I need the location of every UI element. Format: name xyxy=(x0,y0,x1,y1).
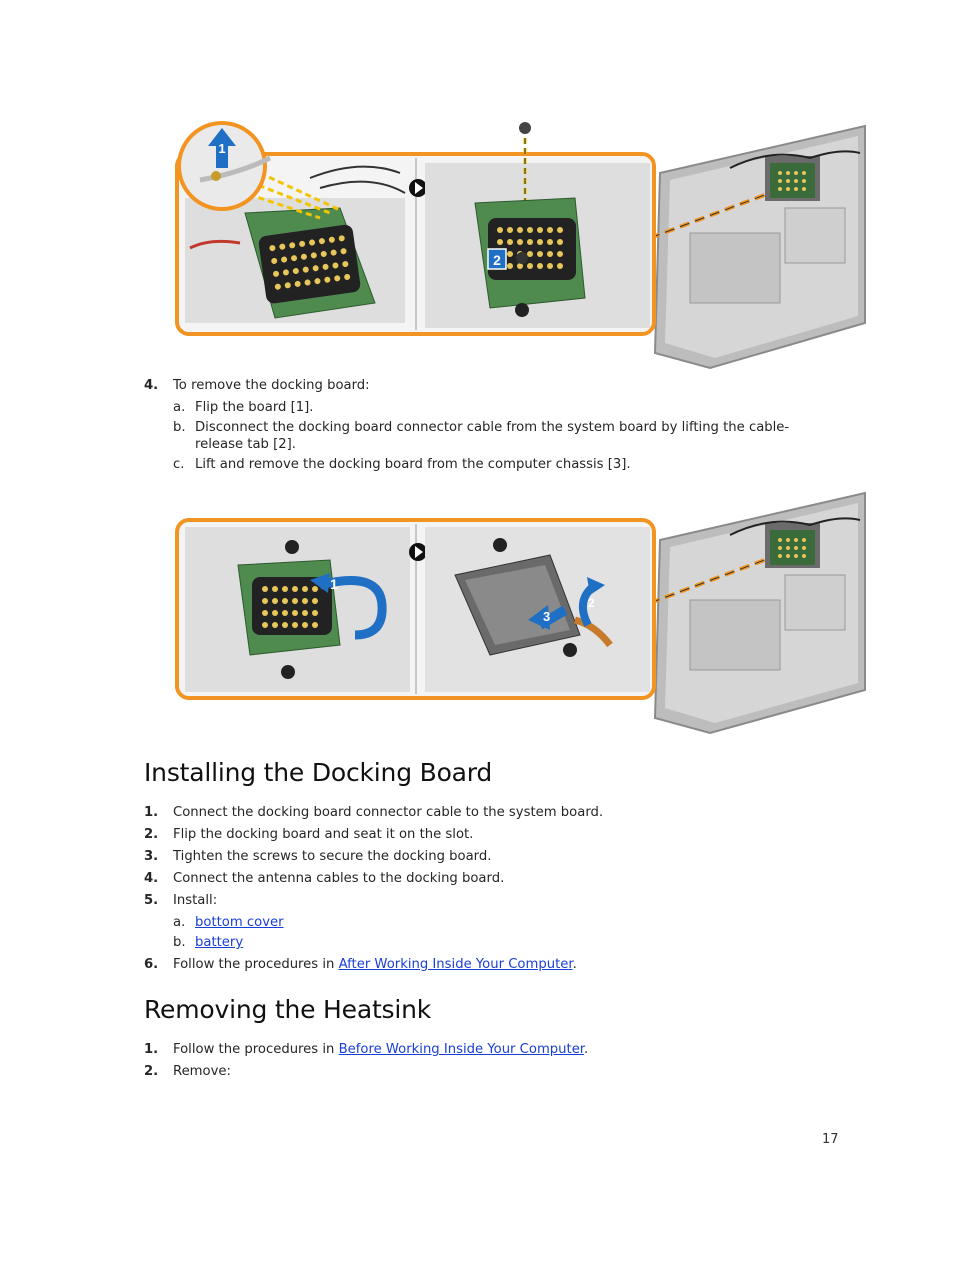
callout-3: 3 xyxy=(543,609,551,624)
step-text xyxy=(173,1041,588,1058)
docking-board-flip-illustration xyxy=(185,527,410,692)
step-text-prefix: Follow the procedures in xyxy=(173,957,339,972)
step-text-prefix: Follow the procedures in xyxy=(173,1042,339,1057)
step-text: Remove: xyxy=(173,1064,231,1079)
substep-label: b. xyxy=(173,420,186,435)
substep-label: a. xyxy=(173,400,186,415)
step-text-suffix: . xyxy=(584,1042,589,1057)
callout-1: 1 xyxy=(330,576,338,592)
substep-text: Lift and remove the docking board from the computer chassis [3]. xyxy=(195,457,631,472)
step-number: 6. xyxy=(144,957,159,972)
substep-text: Disconnect the docking board connector cable from the system board by lifting the cable- xyxy=(195,420,790,435)
battery-link[interactable]: battery xyxy=(195,935,244,950)
substep-label: b. xyxy=(173,935,186,950)
page-number: 17 xyxy=(822,1132,839,1147)
callout-2: 2 xyxy=(588,596,595,610)
step-number: 3. xyxy=(144,849,159,864)
step-text: Connect the docking board connector cable to the system board. xyxy=(173,805,604,820)
step-text: Install: xyxy=(173,893,218,908)
step-text: Tighten the screws to secure the docking board. xyxy=(173,849,492,864)
after-working-inside-link[interactable]: After Working Inside Your Computer xyxy=(338,957,573,972)
figure-flip-board xyxy=(170,118,870,370)
step-text xyxy=(173,956,577,973)
figure-remove-board xyxy=(170,485,870,735)
substep-label: a. xyxy=(173,915,186,930)
step-text: Flip the docking board and seat it on the slot. xyxy=(173,827,474,842)
step-number: 2. xyxy=(144,827,159,842)
step-number: 5. xyxy=(144,893,159,908)
bottom-cover-link[interactable]: bottom cover xyxy=(195,915,284,930)
docking-board-lift-illustration xyxy=(425,527,650,692)
step-number: 2. xyxy=(144,1064,159,1079)
step-number: 1. xyxy=(144,805,159,820)
step-number: 4. xyxy=(144,378,159,393)
step-number: 1. xyxy=(144,1042,159,1057)
substep-label: c. xyxy=(173,457,185,472)
callout-2: 2 xyxy=(493,252,501,268)
step-number: 4. xyxy=(144,871,159,886)
section-heading-installing: Installing the Docking Board xyxy=(144,758,493,787)
step-text-suffix: . xyxy=(572,957,577,972)
callout-1: 1 xyxy=(218,141,226,156)
step-text: To remove the docking board: xyxy=(173,378,370,393)
before-working-inside-link[interactable]: Before Working Inside Your Computer xyxy=(338,1042,585,1057)
step-text: Connect the antenna cables to the docking board. xyxy=(173,871,505,886)
substep-text: Flip the board [1]. xyxy=(195,400,314,415)
substep-text-continued: release tab [2]. xyxy=(195,437,296,452)
laptop-chassis-illustration xyxy=(655,493,865,733)
laptop-chassis-illustration xyxy=(655,126,865,368)
section-heading-heatsink: Removing the Heatsink xyxy=(144,995,432,1024)
